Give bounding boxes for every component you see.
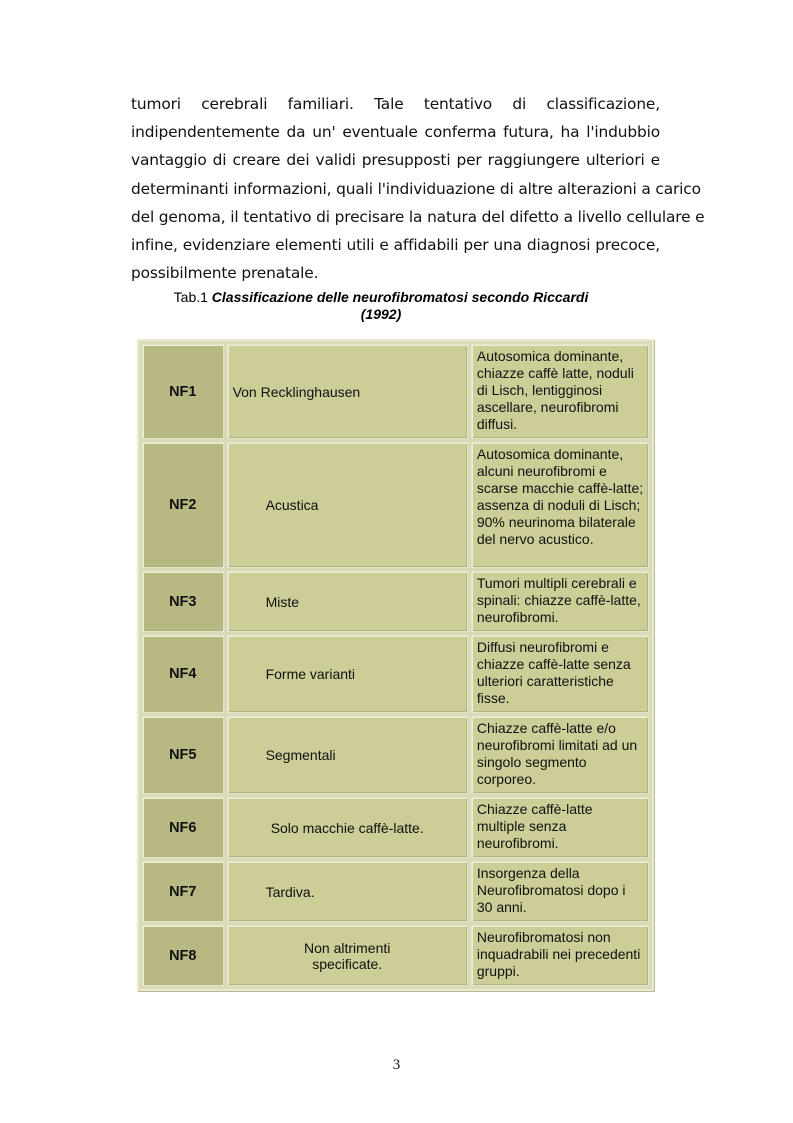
nf-description-cell: Neurofibromatosi non inquadrabili nei precedenti gruppi. [471, 925, 649, 986]
nf-type-cell: Solo macchie caffè-latte. [227, 797, 468, 858]
table-row [142, 635, 649, 713]
nf-code-cell: NF4 [142, 635, 224, 713]
table-row [142, 925, 649, 986]
caption-prefix: Tab.1 [173, 289, 208, 305]
caption-year: (1992) [360, 306, 402, 322]
nf-description-cell: Chiazze caffè-latte e/o neurofibromi limitati ad un singolo segmento corporeo. [471, 716, 649, 794]
nf-type-cell: Segmentali [227, 716, 468, 794]
paragraph-line: indipendentemente da un' eventuale conferma futura, ha l'indubbio [131, 123, 660, 142]
nf-code-cell: NF7 [142, 861, 224, 922]
paragraph-line: vantaggio di creare dei validi presupposti per raggiungere ulteriori e [131, 151, 660, 170]
table-row [142, 442, 649, 568]
nf-description-cell: Autosomica dominante, alcuni neurofibromi e scarse macchie caffè-latte; assenza di noduli di Lisch; 90% neurinoma bilaterale del nervo acustico. [471, 442, 649, 568]
nf-code-cell: NF1 [142, 344, 224, 439]
paragraph-line: determinanti informazioni, quali l'individuazione di altre alterazioni a carico [131, 179, 701, 198]
paragraph-line: tumori cerebrali familiari. Tale tentativo di classificazione, [131, 95, 660, 113]
nf-description-cell: Autosomica dominante, chiazze caffè latte, noduli di Lisch, lentigginosi ascellare, neurofibromi diffusi. [471, 344, 649, 439]
paragraph-line: del genoma, il tentativo di precisare la natura del difetto a livello cellulare e [131, 207, 705, 226]
paragraph-line: infine, evidenziare elementi utili e affidabili per una diagnosi precoce, [131, 235, 660, 254]
nf-description-cell: Chiazze caffè-latte multiple senza neurofibromi. [471, 797, 649, 858]
paragraph-line: possibilmente prenatale. [131, 264, 319, 283]
nf-description-cell: Diffusi neurofibromi e chiazze caffè-latte senza ulteriori caratteristiche fisse. [471, 635, 649, 713]
nf-code-cell: NF8 [142, 925, 224, 986]
table-row [142, 716, 649, 794]
table-caption [131, 289, 631, 323]
body-paragraph [131, 90, 705, 287]
nf-description-cell: Insorgenza della Neurofibromatosi dopo i 30 anni. [471, 861, 649, 922]
nf-code-cell: NF2 [142, 442, 224, 568]
nf-type-cell: Von Recklinghausen [227, 344, 468, 439]
nf-type-cell: Miste [227, 571, 468, 632]
nf-type-cell: Forme varianti [227, 635, 468, 713]
nf-type-cell: Non altrimenti specificate. [227, 925, 468, 986]
neurofibromatosis-classification-table [137, 339, 654, 991]
nf-code-cell: NF6 [142, 797, 224, 858]
caption-title: Classificazione delle neurofibromatosi secondo Riccardi [211, 289, 589, 305]
nf-code-cell: NF5 [142, 716, 224, 794]
table-row [142, 797, 649, 858]
nf-type-cell: Tardiva. [227, 861, 468, 922]
table-row [142, 344, 649, 439]
table-row [142, 571, 649, 632]
page-number: 3 [392, 1057, 401, 1073]
nf-type-cell: Acustica [227, 442, 468, 568]
nf-code-cell: NF3 [142, 571, 224, 632]
table-row [142, 861, 649, 922]
nf-description-cell: Tumori multipli cerebrali e spinali: chiazze caffè-latte, neurofibromi. [471, 571, 649, 632]
